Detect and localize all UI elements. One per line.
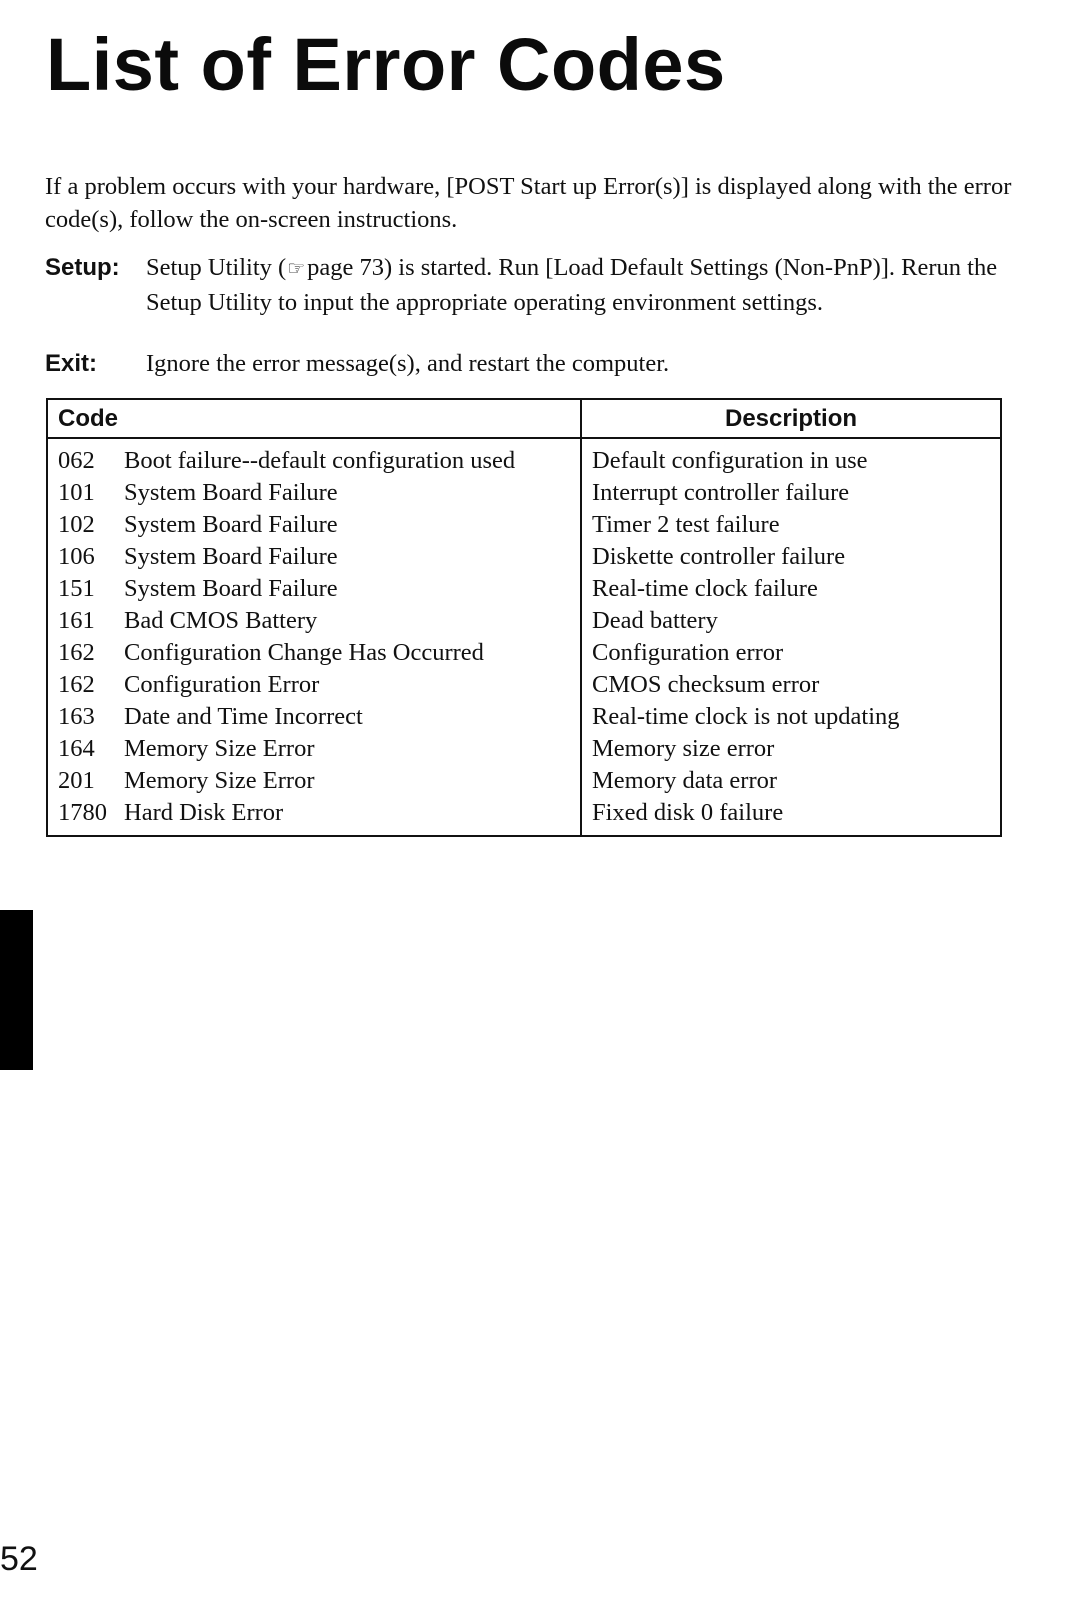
description-cell: Interrupt controller failure: [592, 479, 850, 506]
table-row: [47, 573, 1001, 605]
description-cell: Memory data error: [592, 767, 778, 794]
error-name: Memory Size Error: [124, 735, 315, 762]
table-row: [47, 541, 1001, 573]
table-row: [47, 797, 1001, 836]
code-cell: [47, 605, 581, 637]
intro-paragraph: If a problem occurs with your hardware, [POST Start up Error(s)] is displayed along with the error code(s), follow the on-screen instructions.: [45, 173, 1012, 233]
code-cell: [47, 765, 581, 797]
error-code: 102: [58, 511, 95, 538]
error-name: System Board Failure: [124, 479, 338, 506]
table-row: [47, 637, 1001, 669]
code-cell: [47, 509, 581, 541]
error-name: System Board Failure: [124, 575, 338, 602]
description-cell: Dead battery: [592, 607, 718, 634]
page-number: 52: [0, 1540, 38, 1578]
code-cell: [47, 797, 581, 836]
code-cell: [47, 637, 581, 669]
error-code: 162: [58, 639, 95, 666]
page-title: List of Error Codes: [46, 23, 726, 106]
setup-label-text: Setup: [45, 254, 112, 281]
error-code: 101: [58, 479, 95, 506]
exit-option: [45, 347, 1035, 380]
description-cell: Default configuration in use: [592, 447, 868, 474]
section-thumb-tab: [0, 910, 33, 1070]
error-code-table: [46, 398, 1002, 837]
setup-label: [45, 251, 120, 284]
description-cell: Fixed disk 0 failure: [592, 799, 784, 826]
error-name: Configuration Change Has Occurred: [124, 639, 484, 666]
error-code: 164: [58, 735, 95, 762]
code-column-header: Code: [47, 399, 581, 438]
error-code: 161: [58, 607, 95, 634]
code-cell: [47, 477, 581, 509]
description-cell: CMOS checksum error: [592, 671, 820, 698]
error-name: Boot failure--default configuration used: [124, 447, 516, 474]
code-cell: [47, 573, 581, 605]
table-row: [47, 701, 1001, 733]
error-code: 062: [58, 447, 95, 474]
page-reference-icon: ☞: [287, 258, 306, 280]
code-cell: [47, 733, 581, 765]
error-name: Date and Time Incorrect: [124, 703, 363, 730]
error-name: Configuration Error: [124, 671, 320, 698]
description-cell: Diskette controller failure: [592, 543, 846, 570]
exit-description: Ignore the error message(s), and restart the computer.: [146, 350, 670, 377]
table-header-row: [47, 399, 1001, 438]
table-row: [47, 605, 1001, 637]
description-cell: Configuration error: [592, 639, 784, 666]
error-name: Memory Size Error: [124, 767, 315, 794]
exit-label-text: Exit: [45, 350, 90, 377]
table-row: [47, 669, 1001, 701]
error-code: 1780: [58, 799, 107, 826]
table-row: [47, 733, 1001, 765]
setup-label-colon: :: [111, 254, 120, 281]
description-cell: Memory size error: [592, 735, 775, 762]
setup-option: [45, 251, 1035, 319]
description-cell: Real-time clock is not updating: [592, 703, 900, 730]
error-name: Bad CMOS Battery: [124, 607, 318, 634]
code-cell: [47, 541, 581, 573]
description-cell: Real-time clock failure: [592, 575, 818, 602]
error-name: System Board Failure: [124, 543, 338, 570]
code-cell: [47, 701, 581, 733]
error-code: 163: [58, 703, 95, 730]
error-code: 151: [58, 575, 95, 602]
setup-text-after: page 73) is started. Run [Load Default Settings (Non-PnP)]. Rerun the Setup Utility to input the appropriate operating environment settings.: [146, 254, 998, 316]
exit-label: [45, 347, 97, 380]
error-name: System Board Failure: [124, 511, 338, 538]
table-row: [47, 438, 1001, 477]
description-column-header: Description: [581, 399, 1001, 438]
error-code: 106: [58, 543, 95, 570]
setup-description: [146, 251, 1035, 319]
code-cell: [47, 438, 581, 477]
table-row: [47, 765, 1001, 797]
exit-label-colon: :: [89, 350, 98, 377]
error-code: 201: [58, 767, 95, 794]
description-cell: Timer 2 test failure: [592, 511, 780, 538]
error-code: 162: [58, 671, 95, 698]
setup-text-before: Setup Utility (: [146, 254, 287, 281]
code-cell: [47, 669, 581, 701]
error-name: Hard Disk Error: [124, 799, 284, 826]
table-row: [47, 509, 1001, 541]
table-row: [47, 477, 1001, 509]
